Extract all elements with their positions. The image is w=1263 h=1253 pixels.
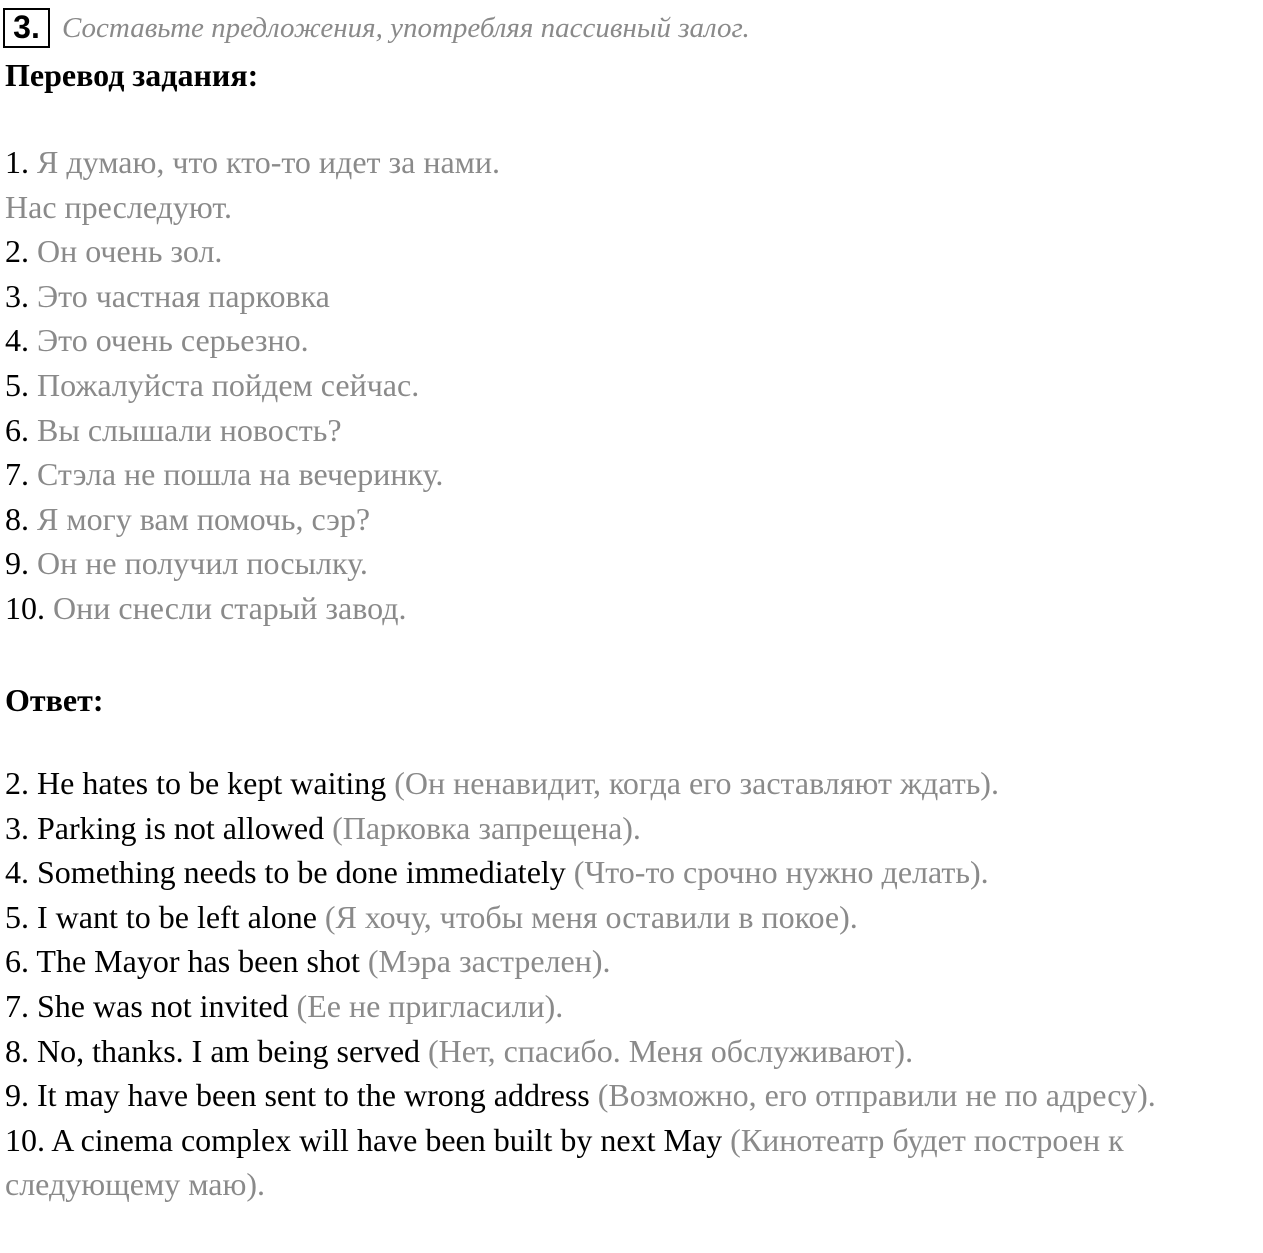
task-header	[3, 8, 750, 48]
translation-line: 9. Он не получил посылку.	[5, 545, 368, 582]
answer-line: 4. Something needs to be done immediately (Что-то срочно нужно делать).	[5, 854, 989, 891]
translation-line: 1. Я думаю, что кто-то идет за нами.	[5, 144, 501, 180]
answer-line: 9. It may have been sent to the wrong address (Возможно, его отправили не по адресу).	[5, 1077, 1156, 1114]
translation-line: 8. Я могу вам помочь, сэр?	[5, 500, 371, 537]
answer-line: 10. A cinema complex will have been built by next May (Кинотеатр будет построен к следующему маю).	[5, 1121, 1124, 1203]
task-instruction: Составьте предложения, употребляя пассивный залог.	[62, 11, 750, 44]
translation-heading: Перевод задания:	[5, 57, 259, 93]
answer-line: 3. Parking is not allowed (Парковка запрещена).	[5, 809, 641, 846]
answer-heading: Ответ:	[5, 682, 104, 718]
answer-line: 8. No, thanks. I am being served (Нет, спасибо. Меня обслуживают).	[5, 1032, 914, 1069]
translation-line: 5. Пожалуйста пойдем сейчас.	[5, 366, 420, 403]
answer-line: 7. She was not invited (Ее не пригласили).	[5, 987, 564, 1024]
translation-line: 2. Он очень зол.	[5, 233, 223, 270]
answer-list	[5, 761, 1263, 1207]
answer-line: 6. The Mayor has been shot (Мэра застрелен).	[5, 943, 611, 980]
translation-list	[5, 140, 1263, 631]
task-number-box: 3.	[3, 8, 50, 48]
translation-line: 4. Это очень серьезно.	[5, 322, 309, 359]
translation-line: Нас преследуют.	[5, 188, 232, 225]
translation-line: 6. Вы слышали новость?	[5, 411, 342, 448]
translation-line: 3. Это частная парковка	[5, 277, 330, 314]
answer-line: 2. He hates to be kept waiting (Он ненавидит, когда его заставляют ждать).	[5, 765, 999, 801]
answer-line: 5. I want to be left alone (Я хочу, чтобы меня оставили в покое).	[5, 898, 858, 935]
translation-line: 10. Они снесли старый завод.	[5, 589, 407, 626]
translation-line: 7. Стэла не пошла на вечеринку.	[5, 456, 444, 493]
